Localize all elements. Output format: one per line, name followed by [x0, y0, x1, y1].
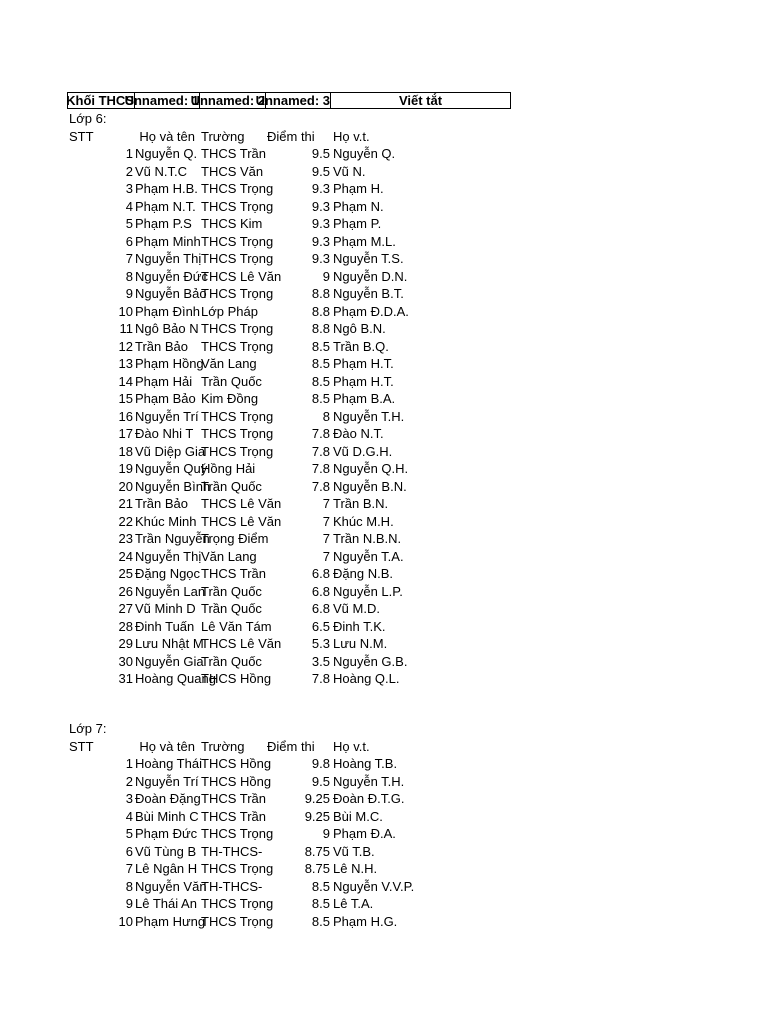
cell-school[interactable]: Kim Đồng: [201, 391, 259, 406]
table-row: [0, 390, 768, 408]
cell-name[interactable]: Phạm H.B.: [135, 181, 198, 196]
cell-abbr[interactable]: Lê T.A.: [333, 896, 374, 911]
cell-stt[interactable]: 3: [125, 181, 133, 196]
table-row: [0, 443, 768, 461]
table-row: [0, 163, 768, 181]
cell-name[interactable]: Vũ Diệp Gia: [135, 443, 206, 459]
cell-abbr[interactable]: Nguyễn T.H.: [333, 773, 405, 789]
cell-score[interactable]: 8.75: [304, 861, 330, 876]
cell-abbr[interactable]: Vũ N.: [333, 163, 366, 179]
cell-score[interactable]: 7.8: [311, 461, 330, 476]
cell-school[interactable]: THCS Trọng: [201, 338, 274, 354]
cell-name[interactable]: Hoàng Thái: [135, 756, 202, 771]
column-header-row: [0, 128, 768, 146]
table-row: [0, 408, 768, 426]
cell-school[interactable]: THCS Kim: [201, 216, 263, 231]
table-row: [0, 635, 768, 653]
table-row: [0, 373, 768, 391]
cell-stt[interactable]: 30: [118, 653, 133, 669]
column-header-abbr[interactable]: Họ v.t.: [333, 128, 370, 144]
section-label[interactable]: Lớp 7:: [69, 721, 107, 736]
cell-name[interactable]: Vũ Minh D: [135, 601, 196, 616]
cell-school[interactable]: THCS Trọng: [201, 913, 274, 929]
cell-abbr[interactable]: Nguyễn B.N.: [333, 478, 407, 494]
cell-score[interactable]: 9.3: [311, 198, 330, 214]
cell-score[interactable]: 8.5: [311, 391, 330, 406]
cell-stt[interactable]: 25: [118, 566, 133, 581]
cell-abbr[interactable]: Nguyễn Q.: [333, 146, 396, 161]
table-row: [0, 530, 768, 548]
cell-stt[interactable]: 1: [125, 146, 133, 161]
cell-school[interactable]: THCS Trần: [201, 146, 267, 161]
column-header-row: [0, 738, 768, 756]
cell-name[interactable]: Khúc Minh: [135, 513, 197, 529]
cell-name[interactable]: Trần Bảo: [135, 338, 188, 354]
table-row: [0, 913, 768, 931]
table-row: [0, 773, 768, 791]
header-cell-khoi[interactable]: Khối THCS: [66, 93, 134, 108]
cell-stt[interactable]: 23: [118, 531, 133, 546]
header-row: [67, 92, 511, 109]
table-row: [0, 583, 768, 601]
table-row: [0, 320, 768, 338]
cell-stt[interactable]: 18: [118, 443, 133, 459]
cell-stt[interactable]: 5: [125, 826, 133, 841]
cell-abbr[interactable]: Nguyễn T.H.: [333, 408, 405, 424]
cell-school[interactable]: Văn Lang: [201, 356, 257, 371]
cell-abbr[interactable]: Vũ T.B.: [333, 843, 375, 859]
cell-name[interactable]: Phạm Đức: [135, 826, 198, 841]
table-row: [0, 425, 768, 443]
cell-name[interactable]: Phạm Đình: [135, 303, 201, 319]
cell-score[interactable]: 8.8: [311, 321, 330, 336]
column-header-abbr[interactable]: Họ v.t.: [333, 738, 370, 754]
cell-school[interactable]: THCS Hồng: [201, 671, 272, 686]
cell-score[interactable]: 8.5: [311, 338, 330, 354]
column-header-score[interactable]: Điểm thi: [267, 738, 315, 754]
cell-score[interactable]: 8.5: [311, 356, 330, 371]
table-row: [0, 548, 768, 566]
table-row: [0, 303, 768, 321]
table-row: [0, 250, 768, 268]
cell-name[interactable]: Nguyễn Bình: [135, 478, 211, 494]
table-row: [0, 790, 768, 808]
cell-score[interactable]: 8.5: [311, 878, 330, 894]
table-row: [0, 460, 768, 478]
cell-stt[interactable]: 8: [125, 878, 133, 894]
cell-score[interactable]: 6.8: [311, 583, 330, 599]
cell-stt[interactable]: 10: [118, 913, 133, 929]
cell-abbr[interactable]: Phạm M.L.: [333, 233, 396, 249]
cell-name[interactable]: Nguyễn Thị: [135, 251, 202, 266]
cell-school[interactable]: THCS Trọng: [201, 861, 274, 876]
cell-school[interactable]: THCS Trần: [201, 791, 267, 806]
cell-stt[interactable]: 7: [125, 861, 133, 876]
cell-stt[interactable]: 24: [118, 548, 133, 564]
cell-abbr[interactable]: Khúc M.H.: [333, 513, 394, 529]
header-cell-unnamed-2[interactable]: Unnamed: 2: [190, 93, 265, 108]
cell-school[interactable]: THCS Hồng: [201, 773, 272, 789]
table-row: [0, 878, 768, 896]
column-header-name[interactable]: Họ và tên: [139, 738, 195, 754]
column-header-score[interactable]: Điểm thi: [267, 128, 315, 144]
cell-stt[interactable]: 1: [125, 756, 133, 771]
cell-abbr[interactable]: Đặng N.B.: [333, 566, 393, 581]
cell-school[interactable]: THCS Lê Văn: [201, 268, 282, 284]
cell-score[interactable]: 7.8: [311, 671, 330, 686]
cell-stt[interactable]: 26: [118, 583, 133, 599]
table-row: [0, 233, 768, 251]
cell-abbr[interactable]: Phạm H.: [333, 181, 384, 196]
cell-name[interactable]: Phạm Minh: [135, 233, 201, 249]
cell-abbr[interactable]: Trần B.Q.: [333, 338, 389, 354]
cell-name[interactable]: Phạm P.S: [135, 216, 192, 231]
cell-abbr[interactable]: Hoàng Q.L.: [333, 671, 400, 686]
cell-stt[interactable]: 29: [118, 636, 133, 651]
cell-stt[interactable]: 3: [125, 791, 133, 806]
cell-score[interactable]: 9.5: [311, 773, 330, 789]
cell-abbr[interactable]: Nguyễn Q.H.: [333, 461, 409, 476]
table-row: [0, 180, 768, 198]
cell-name[interactable]: Vũ Tùng B: [135, 843, 197, 859]
table-row: [0, 495, 768, 513]
section-label[interactable]: Lớp 6:: [69, 111, 107, 126]
cell-score[interactable]: 9.3: [311, 251, 330, 266]
cell-school[interactable]: THCS Trọng: [201, 826, 274, 841]
table-row: [0, 600, 768, 618]
cell-score[interactable]: 9: [322, 268, 330, 284]
cell-school[interactable]: THCS Trọng: [201, 321, 274, 336]
cell-score[interactable]: 9.5: [311, 146, 330, 161]
cell-name[interactable]: Lưu Nhật M: [135, 636, 204, 651]
cell-abbr[interactable]: Phạm Đ.D.A.: [333, 303, 409, 319]
cell-abbr[interactable]: Phạm H.G.: [333, 913, 398, 929]
cell-stt[interactable]: 9: [125, 286, 133, 301]
cell-score[interactable]: 9.5: [311, 163, 330, 179]
cell-name[interactable]: Nguyễn Gia: [135, 653, 204, 669]
table-row: [0, 808, 768, 826]
cell-stt[interactable]: 2: [125, 773, 133, 789]
cell-school[interactable]: Trần Quốc: [201, 601, 262, 616]
cell-score[interactable]: 9.3: [311, 216, 330, 231]
cell-stt[interactable]: 2: [125, 163, 133, 179]
cell-stt[interactable]: 17: [118, 426, 133, 441]
column-header-school[interactable]: Trường: [201, 128, 245, 144]
cell-abbr[interactable]: Phạm Đ.A.: [333, 826, 396, 841]
table-row: [0, 755, 768, 773]
cell-school[interactable]: THCS Trọng: [201, 426, 274, 441]
cell-stt[interactable]: 16: [118, 408, 133, 424]
cell-abbr[interactable]: Nguyễn T.S.: [333, 251, 404, 266]
cell-score[interactable]: 8.75: [304, 843, 330, 859]
cell-score[interactable]: 7: [322, 548, 330, 564]
table-row: [0, 215, 768, 233]
cell-school[interactable]: THCS Văn: [201, 163, 264, 179]
cell-score[interactable]: 6.8: [311, 601, 330, 616]
header-cell-unnamed-1[interactable]: Unnamed: 1: [124, 93, 199, 108]
cell-name[interactable]: Nguyễn Đức: [135, 268, 209, 284]
cell-abbr[interactable]: Hoàng T.B.: [333, 756, 398, 771]
table-row: [0, 513, 768, 531]
cell-school[interactable]: THCS Trọng: [201, 896, 274, 911]
table-row: [0, 355, 768, 373]
cell-name[interactable]: Bùi Minh C: [135, 808, 199, 824]
cell-score[interactable]: 9.3: [311, 181, 330, 196]
cell-stt[interactable]: 20: [118, 478, 133, 494]
cell-score[interactable]: 3.5: [311, 653, 330, 669]
cell-school[interactable]: THCS Trọng: [201, 443, 274, 459]
table-row: [0, 338, 768, 356]
cell-score[interactable]: 6.5: [311, 618, 330, 634]
cell-abbr[interactable]: Đoàn Đ.T.G.: [333, 791, 405, 806]
cell-abbr[interactable]: Phạm B.A.: [333, 391, 396, 406]
cell-school[interactable]: THCS Lê Văn: [201, 636, 282, 651]
cell-school[interactable]: Hồng Hải: [201, 461, 256, 476]
cell-abbr[interactable]: Phạm H.T.: [333, 356, 394, 371]
cell-stt[interactable]: 14: [118, 373, 133, 389]
table-row: [0, 860, 768, 878]
cell-score[interactable]: 9.25: [304, 808, 330, 824]
cell-stt[interactable]: 7: [125, 251, 133, 266]
cell-abbr[interactable]: Nguyễn T.A.: [333, 548, 404, 564]
cell-school[interactable]: THCS Trọng: [201, 251, 274, 266]
column-header-stt[interactable]: STT: [69, 128, 94, 144]
cell-abbr[interactable]: Nguyễn L.P.: [333, 583, 403, 599]
column-header-name[interactable]: Họ và tên: [139, 128, 195, 144]
cell-name[interactable]: Trần Bảo: [135, 496, 188, 511]
table-row: [0, 565, 768, 583]
cell-score[interactable]: 8.8: [311, 303, 330, 319]
cell-name[interactable]: Đào Nhi T: [135, 426, 194, 441]
cell-score[interactable]: 9: [322, 826, 330, 841]
cell-stt[interactable]: 10: [118, 303, 133, 319]
cell-abbr[interactable]: Nguyễn D.N.: [333, 268, 408, 284]
cell-school[interactable]: TH-THCS-: [201, 843, 263, 859]
table-row: [0, 670, 768, 688]
table-row: [0, 285, 768, 303]
cell-school[interactable]: THCS Trọng: [201, 181, 274, 196]
cell-name[interactable]: Đặng Ngọc: [135, 566, 201, 581]
cell-name[interactable]: Trần Nguyễn: [135, 531, 210, 546]
cell-name[interactable]: Nguyễn Văn: [135, 878, 207, 894]
cell-abbr[interactable]: Trần N.B.N.: [333, 531, 402, 546]
cell-abbr[interactable]: Đào N.T.: [333, 426, 384, 441]
cell-name[interactable]: Lê Thái An: [135, 896, 197, 911]
column-header-stt[interactable]: STT: [69, 738, 94, 754]
cell-abbr[interactable]: Vũ M.D.: [333, 601, 380, 616]
cell-stt[interactable]: 8: [125, 268, 133, 284]
cell-abbr[interactable]: Đinh T.K.: [333, 618, 386, 634]
cell-school[interactable]: THCS Lê Văn: [201, 513, 282, 529]
cell-school[interactable]: THCS Trần: [201, 808, 267, 824]
cell-name[interactable]: Nguyễn Quý: [135, 461, 208, 476]
table-row: [0, 653, 768, 671]
cell-stt[interactable]: 31: [118, 671, 133, 686]
cell-stt[interactable]: 21: [118, 496, 133, 511]
cell-school[interactable]: THCS Trần: [201, 566, 267, 581]
cell-abbr[interactable]: Phạm P.: [333, 216, 382, 231]
cell-name[interactable]: Nguyễn Trí: [135, 773, 199, 789]
table-row: [0, 843, 768, 861]
cell-school[interactable]: Lớp Pháp: [201, 303, 258, 319]
table-row: [0, 145, 768, 163]
cell-abbr[interactable]: Nguyễn G.B.: [333, 653, 408, 669]
cell-score[interactable]: 7: [322, 531, 330, 546]
cell-stt[interactable]: 6: [125, 233, 133, 249]
cell-school[interactable]: Trần Quốc: [201, 653, 262, 669]
cell-stt[interactable]: 9: [125, 896, 133, 911]
cell-abbr[interactable]: Bùi M.C.: [333, 808, 383, 824]
header-cell-unnamed-3[interactable]: Unnamed: 3: [255, 93, 330, 108]
cell-score[interactable]: 6.8: [311, 566, 330, 581]
cell-name[interactable]: Lê Ngân H: [135, 861, 198, 876]
cell-stt[interactable]: 4: [125, 198, 133, 214]
cell-name[interactable]: Nguyễn Bảo: [135, 286, 207, 301]
cell-score[interactable]: 9.8: [311, 756, 330, 771]
cell-stt[interactable]: 28: [118, 618, 133, 634]
cell-name[interactable]: Phạm Hải: [135, 373, 193, 389]
cell-score[interactable]: 8: [322, 408, 330, 424]
cell-score[interactable]: 9.25: [304, 791, 330, 806]
cell-stt[interactable]: 27: [118, 601, 133, 616]
cell-score[interactable]: 8.8: [311, 286, 330, 301]
cell-abbr[interactable]: Nguyễn B.T.: [333, 286, 404, 301]
cell-school[interactable]: Lê Văn Tám: [201, 618, 272, 634]
cell-name[interactable]: Nguyễn Q.: [135, 146, 198, 161]
cell-stt[interactable]: 6: [125, 843, 133, 859]
cell-score[interactable]: 8.5: [311, 373, 330, 389]
cell-abbr[interactable]: Vũ D.G.H.: [333, 443, 393, 459]
cell-school[interactable]: THCS Hồng: [201, 756, 272, 771]
cell-name[interactable]: Đoàn Đặng: [135, 791, 201, 806]
cell-school[interactable]: THCS Trọng: [201, 198, 274, 214]
cell-stt[interactable]: 5: [125, 216, 133, 231]
cell-name[interactable]: Phạm Hưng: [135, 913, 206, 929]
cell-abbr[interactable]: Phạm H.T.: [333, 373, 394, 389]
table-row: [0, 478, 768, 496]
header-cell-viet-tat[interactable]: Viết tắt: [398, 93, 443, 108]
cell-school[interactable]: TH-THCS-: [201, 878, 263, 894]
cell-name[interactable]: Ngô Bảo N: [135, 321, 199, 336]
cell-school[interactable]: Trần Quốc: [201, 373, 262, 389]
table-row: [0, 618, 768, 636]
cell-name[interactable]: Nguyễn Thị: [135, 548, 202, 564]
cell-school[interactable]: THCS Lê Văn: [201, 496, 282, 511]
cell-name[interactable]: Đinh Tuấn: [135, 618, 195, 634]
cell-school[interactable]: Trần Quốc: [201, 478, 262, 494]
cell-score[interactable]: 9.3: [311, 233, 330, 249]
cell-school[interactable]: Trần Quốc: [201, 583, 262, 599]
cell-name[interactable]: Phạm N.T.: [135, 198, 196, 214]
cell-score[interactable]: 7.8: [311, 426, 330, 441]
cell-school[interactable]: THCS Trọng: [201, 408, 274, 424]
cell-name[interactable]: Phạm Bảo: [135, 391, 196, 406]
cell-abbr[interactable]: Ngô B.N.: [333, 321, 386, 336]
cell-abbr[interactable]: Lưu N.M.: [333, 636, 388, 651]
cell-abbr[interactable]: Nguyễn V.V.P.: [333, 878, 415, 894]
cell-stt[interactable]: 11: [119, 321, 133, 336]
table-row: [0, 268, 768, 286]
cell-name[interactable]: Phạm Hồng: [135, 356, 204, 371]
cell-school[interactable]: THCS Trọng: [201, 286, 274, 301]
cell-school[interactable]: Trọng Điểm: [201, 531, 269, 546]
cell-name[interactable]: Vũ N.T.C: [135, 163, 188, 179]
table-row: [0, 198, 768, 216]
cell-stt[interactable]: 19: [118, 461, 133, 476]
cell-stt[interactable]: 15: [118, 391, 133, 406]
table-row: [0, 895, 768, 913]
cell-score[interactable]: 8.5: [311, 913, 330, 929]
cell-score[interactable]: 7: [322, 496, 330, 511]
cell-stt[interactable]: 12: [118, 338, 133, 354]
cell-school[interactable]: THCS Trọng: [201, 233, 274, 249]
column-header-school[interactable]: Trường: [201, 738, 245, 754]
cell-stt[interactable]: 4: [125, 808, 133, 824]
cell-score[interactable]: 5.3: [311, 636, 330, 651]
cell-score[interactable]: 7.8: [311, 478, 330, 494]
cell-school[interactable]: Văn Lang: [201, 548, 257, 564]
cell-stt[interactable]: 13: [118, 356, 133, 371]
cell-name[interactable]: Nguyễn Lan: [135, 583, 206, 599]
cell-stt[interactable]: 22: [118, 513, 133, 529]
cell-score[interactable]: 7.8: [311, 443, 330, 459]
cell-abbr[interactable]: Lê N.H.: [333, 861, 378, 876]
cell-abbr[interactable]: Trần B.N.: [333, 496, 389, 511]
table-row: [0, 825, 768, 843]
cell-name[interactable]: Hoàng Quang: [135, 671, 216, 686]
cell-score[interactable]: 8.5: [311, 896, 330, 911]
cell-name[interactable]: Nguyễn Trí: [135, 408, 199, 424]
cell-abbr[interactable]: Phạm N.: [333, 198, 384, 214]
cell-score[interactable]: 7: [322, 513, 330, 529]
